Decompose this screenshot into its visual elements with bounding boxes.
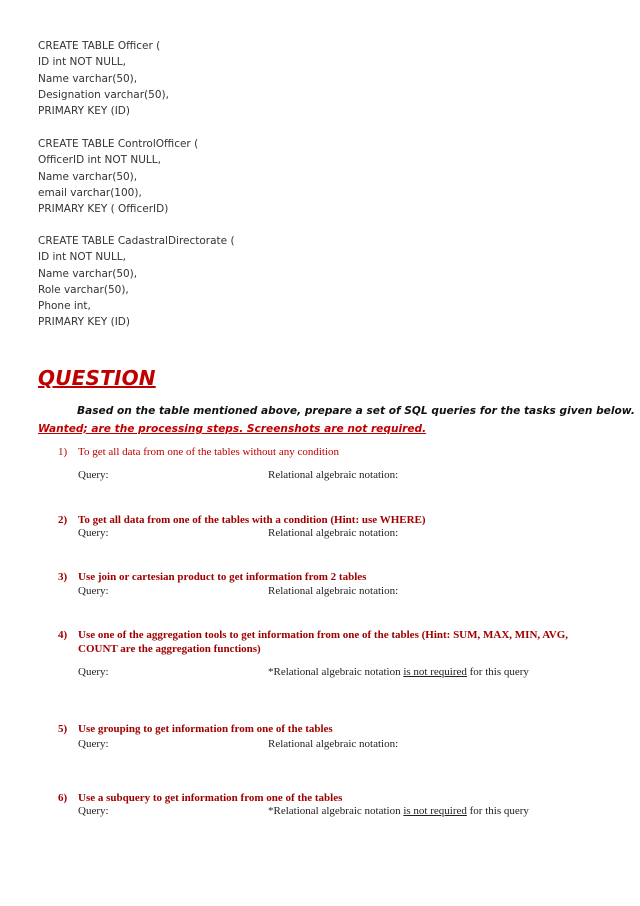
create-table-officer xyxy=(38,38,169,119)
relational-notation-label: Relational algebraic notation: xyxy=(268,527,399,539)
code-line: Name varchar(50), xyxy=(38,267,138,280)
create-table-controlofficer xyxy=(38,136,198,217)
code-line: Role varchar(50), xyxy=(38,283,129,296)
query-label: Query: xyxy=(78,527,109,539)
code-line: Name varchar(50), xyxy=(38,72,138,85)
task-text: Use one of the aggregation tools to get information from one of the tables (Hint: SUM, MAX, MIN, AVG, xyxy=(78,629,569,641)
note-underline: is not required xyxy=(403,805,467,817)
code-line: CREATE TABLE ControlOfficer ( xyxy=(38,138,199,150)
task-number: 5) xyxy=(58,723,68,735)
note-underline: is not required xyxy=(403,666,467,678)
code-line: OfficerID int NOT NULL, xyxy=(38,154,161,167)
note-prefix: *Relational algebraic notation xyxy=(268,805,404,817)
code-line: Name varchar(50), xyxy=(38,170,138,183)
relational-notation-label: Relational algebraic notation: xyxy=(268,469,399,481)
task-number: 6) xyxy=(58,792,68,804)
task-number: 1) xyxy=(58,446,68,458)
code-line: PRIMARY KEY (ID) xyxy=(38,316,130,329)
task-text: Use join or cartesian product to get information from 2 tables xyxy=(78,571,367,583)
task-text: Use grouping to get information from one of the tables xyxy=(78,723,333,735)
query-label: Query: xyxy=(78,469,109,481)
relational-notation-label: Relational algebraic notation: xyxy=(268,585,399,597)
relational-not-required-note xyxy=(268,666,529,678)
question-heading: QUESTION xyxy=(38,366,156,390)
code-line: CREATE TABLE Officer ( xyxy=(38,40,161,52)
note-suffix: for this query xyxy=(466,666,529,678)
task-number: 4) xyxy=(58,629,68,641)
code-line: PRIMARY KEY (ID) xyxy=(38,105,130,118)
task-number: 3) xyxy=(58,571,68,583)
task-text: COUNT are the aggregation functions) xyxy=(78,643,261,655)
create-table-cadastraldirectorate xyxy=(38,233,235,331)
code-line: Phone int, xyxy=(38,300,91,313)
query-label: Query: xyxy=(78,666,109,678)
code-line: Designation varchar(50), xyxy=(38,88,169,101)
code-line: email varchar(100), xyxy=(38,186,142,199)
query-label: Query: xyxy=(78,805,109,817)
code-line: PRIMARY KEY ( OfficerID) xyxy=(38,203,169,216)
code-line: ID int NOT NULL, xyxy=(38,251,126,264)
question-wanted-note: Wanted; are the processing steps. Screenshots are not required. xyxy=(38,423,427,435)
code-line: ID int NOT NULL, xyxy=(38,56,126,69)
task-text: To get all data from one of the tables without any condition xyxy=(78,446,340,458)
relational-not-required-note xyxy=(268,805,529,817)
task-number: 2) xyxy=(58,514,68,526)
note-suffix: for this query xyxy=(466,805,529,817)
query-label: Query: xyxy=(78,585,109,597)
question-intro: Based on the table mentioned above, prepare a set of SQL queries for the tasks given below. xyxy=(77,405,635,417)
task-text: Use a subquery to get information from one of the tables xyxy=(78,792,343,804)
query-label: Query: xyxy=(78,738,109,750)
note-prefix: *Relational algebraic notation xyxy=(268,666,404,678)
relational-notation-label: Relational algebraic notation: xyxy=(268,738,399,750)
code-line: CREATE TABLE CadastralDirectorate ( xyxy=(38,235,235,247)
task-text: To get all data from one of the tables with a condition (Hint: use WHERE) xyxy=(78,514,426,526)
